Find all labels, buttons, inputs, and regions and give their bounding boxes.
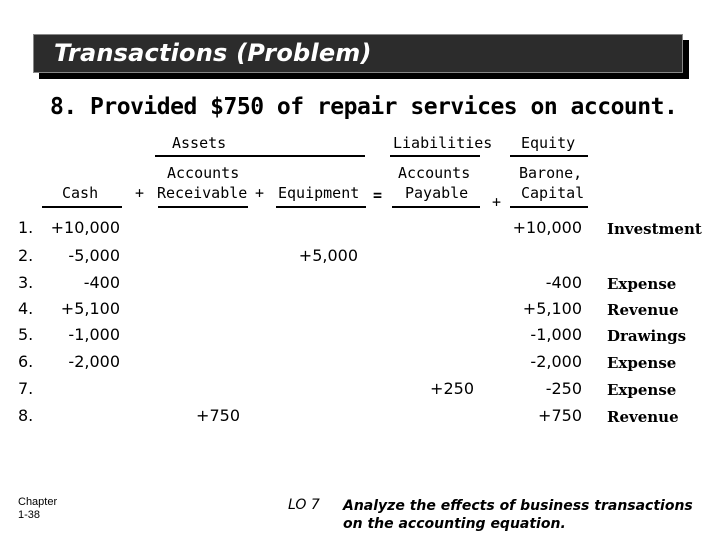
chapter-label-line2: 1-38 <box>18 509 41 521</box>
liabilities-rule <box>390 155 480 157</box>
plus-sign: + <box>255 184 265 202</box>
transaction-type-label: Revenue <box>607 301 679 319</box>
transaction-type-label: Drawings <box>607 327 687 345</box>
transaction-type-label: Expense <box>607 275 677 293</box>
slide-title: Transactions (Problem) <box>54 39 372 67</box>
chapter-label <box>18 496 57 522</box>
row-number: 8. <box>18 406 34 425</box>
row-number: 2. <box>18 246 34 265</box>
row-number: 1. <box>18 218 34 237</box>
capital-cell: +5,100 <box>522 299 582 318</box>
capital-rule <box>510 206 588 208</box>
cash-cell: +10,000 <box>50 218 120 237</box>
assets-header: Assets <box>172 134 227 152</box>
capital-header-line1: Barone, <box>519 164 583 182</box>
row-number: 5. <box>18 325 34 344</box>
ar-cell: +750 <box>196 406 240 425</box>
ap-cell: +250 <box>430 379 474 398</box>
equipment-rule <box>276 206 366 208</box>
problem-statement: 8. Provided $750 of repair services on account. <box>50 94 678 120</box>
capital-header-line2: Capital <box>521 184 585 202</box>
equipment-header: Equipment <box>278 184 360 202</box>
row-number: 7. <box>18 379 34 398</box>
equity-header: Equity <box>521 134 576 152</box>
liabilities-header: Liabilities <box>393 134 493 152</box>
capital-cell: +750 <box>538 406 582 425</box>
equals-sign: = <box>373 186 383 204</box>
assets-rule <box>155 155 365 157</box>
cash-cell: +5,100 <box>60 299 120 318</box>
capital-cell: -1,000 <box>530 325 582 344</box>
equipment-cell: +5,000 <box>298 246 358 265</box>
chapter-label-line1: Chapter <box>18 496 58 508</box>
cash-header: Cash <box>62 184 99 202</box>
capital-cell: -2,000 <box>530 352 582 371</box>
row-number: 4. <box>18 299 34 318</box>
plus-sign: + <box>492 193 502 211</box>
equity-rule <box>510 155 588 157</box>
capital-cell: +10,000 <box>512 218 582 237</box>
cash-rule <box>42 206 122 208</box>
ar-header-line1: Accounts <box>167 164 240 182</box>
learning-objective-description <box>343 497 693 533</box>
ap-rule <box>392 206 480 208</box>
cash-cell: -2,000 <box>68 352 120 371</box>
ar-rule <box>158 206 248 208</box>
lo-description-line2: on the accounting equation. <box>343 516 566 532</box>
cash-cell: -1,000 <box>68 325 120 344</box>
capital-cell: -400 <box>545 273 582 292</box>
transaction-type-label: Revenue <box>607 408 679 426</box>
transaction-type-label: Expense <box>607 354 677 372</box>
capital-cell: -250 <box>545 379 582 398</box>
lo-description-line1: Analyze the effects of business transactions <box>343 498 693 514</box>
transaction-type-label: Investment <box>607 220 702 238</box>
ap-header-line1: Accounts <box>398 164 471 182</box>
cash-cell: -400 <box>83 273 120 292</box>
ar-header-line2: Receivable <box>157 184 248 202</box>
learning-objective-tag: LO 7 <box>288 497 320 513</box>
cash-cell: -5,000 <box>68 246 120 265</box>
transaction-type-label: Expense <box>607 381 677 399</box>
row-number: 6. <box>18 352 34 371</box>
row-number: 3. <box>18 273 34 292</box>
plus-sign: + <box>135 184 145 202</box>
ap-header-line2: Payable <box>405 184 469 202</box>
